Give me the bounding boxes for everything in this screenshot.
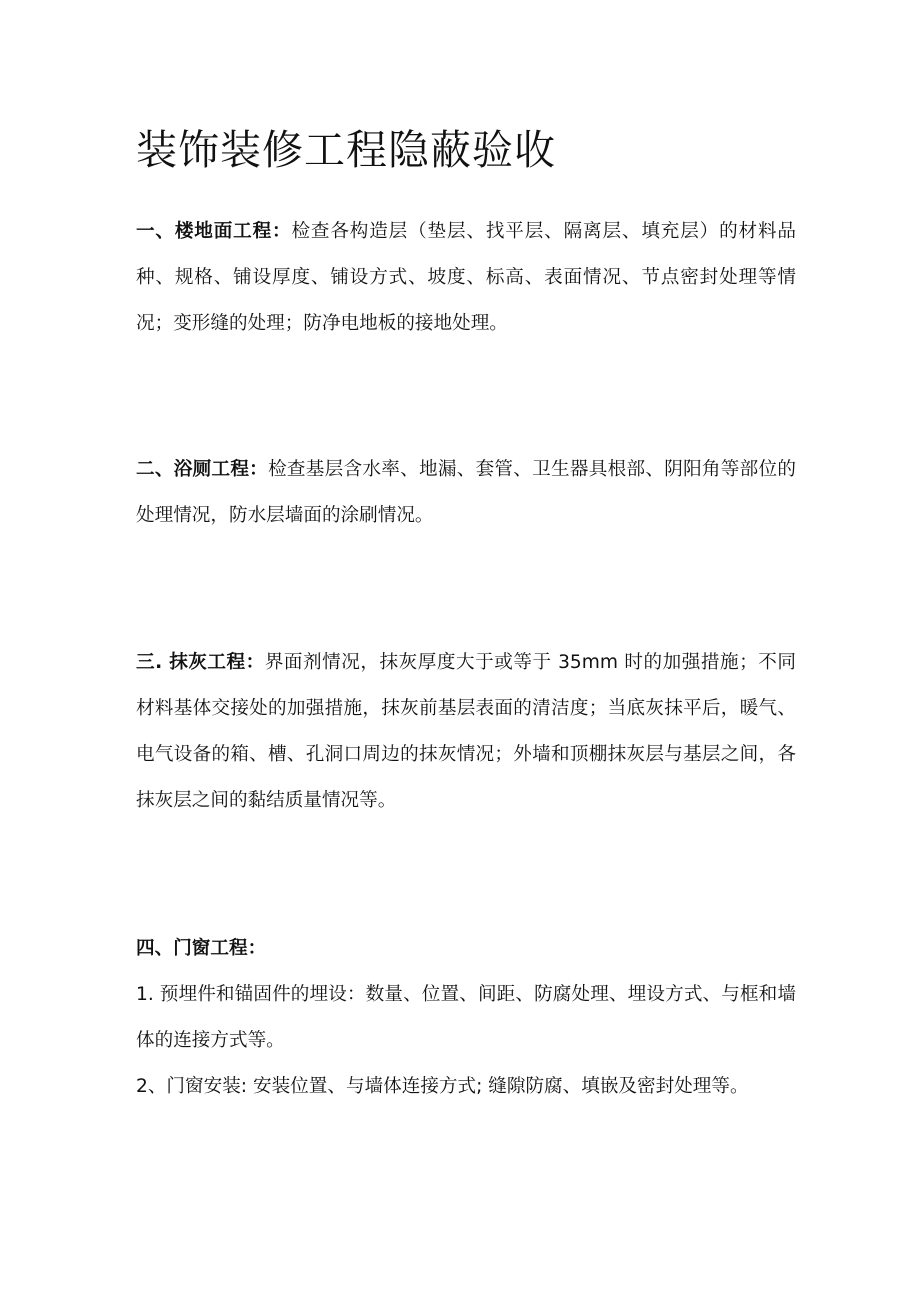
section-label: 三. 抹灰工程： — [136, 652, 265, 673]
section-door-window-works — [136, 926, 796, 1110]
section-paragraph — [136, 209, 796, 347]
section-text: 界面剂情况，抹灰厚度大于或等于 35mm 时的加强措施；不同材料基体交接处的加强措施，抹灰前基层表面的清洁度；当底灰抹平后，暖气、电气设备的箱、槽、孔洞口周边的抹灰情况；外墙和顶棚抹灰层与基层之间，各抹灰层之间的黏结质量情况等。 — [136, 652, 796, 811]
section-bathroom-works — [136, 447, 796, 539]
section-label: 二、浴厕工程： — [136, 459, 269, 480]
section-heading — [136, 926, 796, 972]
list-item: 2、门窗安装: 安装位置、与墙体连接方式; 缝隙防腐、填嵌及密封处理等。 — [136, 1076, 749, 1097]
section-plastering-works — [136, 640, 796, 824]
section-paragraph — [136, 447, 796, 539]
section-label: 四、门窗工程： — [136, 938, 267, 959]
section-text: 检查各构造层（垫层、找平层、隔离层、填充层）的材料品种、规格、铺设厚度、铺设方式、坡度、标高、表面情况、节点密封处理等情况；变形缝的处理；防净电地板的接地处理。 — [136, 221, 796, 334]
section-floor-works — [136, 209, 796, 347]
document-title: 装饰装修工程隐蔽验收 — [136, 126, 556, 174]
section-label: 一、楼地面工程： — [136, 221, 292, 242]
section-text: 检查基层含水率、地漏、套管、卫生器具根部、阴阳角等部位的处理情况，防水层墙面的涂刷情况。 — [136, 459, 796, 526]
section-paragraph — [136, 640, 796, 824]
list-item: 1. 预埋件和锚固件的埋设：数量、位置、间距、防腐处理、埋设方式、与框和墙体的连接方式等。 — [136, 984, 796, 1051]
